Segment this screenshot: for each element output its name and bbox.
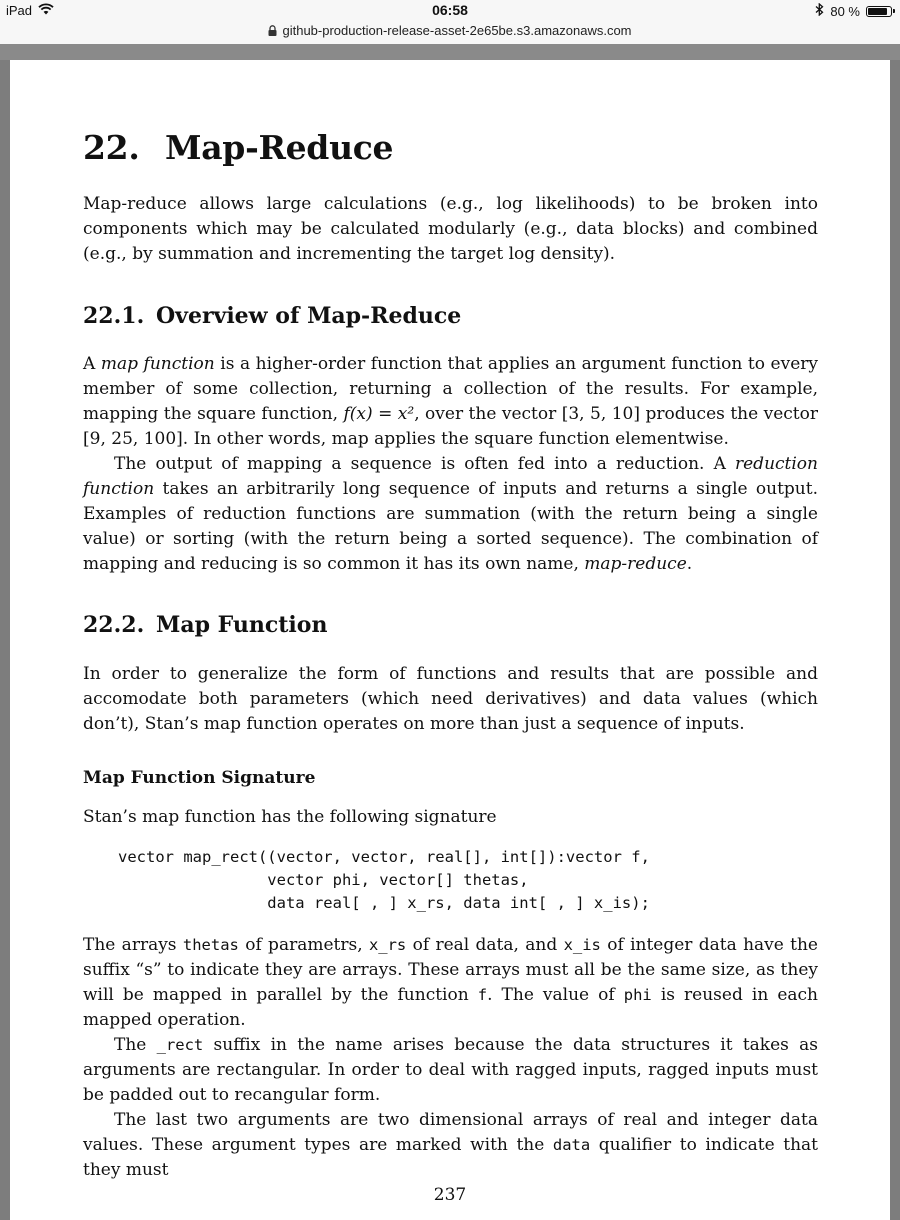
text-run: The output of mapping a sequence is often fed into a reduction. A <box>114 454 735 474</box>
map-function-paragraph <box>83 352 818 452</box>
code-phi: phi <box>623 986 652 1004</box>
code-f: f <box>477 986 488 1004</box>
pdf-page[interactable] <box>10 60 890 1220</box>
status-bar <box>0 0 900 20</box>
text-run: of real data, and <box>406 935 564 955</box>
battery-percent: 80 % <box>830 3 860 19</box>
math-square-function: f(x) = x² <box>343 404 415 424</box>
section-title: Map Function <box>156 612 328 638</box>
status-right <box>815 3 892 19</box>
subheading-signature: Map Function Signature <box>83 768 316 788</box>
text-run: . <box>686 554 693 574</box>
device-label: iPad <box>6 3 33 18</box>
signature-intro: Stan’s map function has the following signature <box>83 807 497 827</box>
page-number: 237 <box>433 1185 467 1205</box>
math-output-vector: [9, 25, 100] <box>83 429 183 449</box>
text-run: produces the vector <box>640 404 819 424</box>
data-qualifier-paragraph <box>83 1108 818 1183</box>
text-run: is reused in each mapped operation. <box>83 985 818 1030</box>
code-x-rs: x_rs <box>368 936 407 954</box>
code-thetas: thetas <box>182 936 239 954</box>
text-run: , over the vector <box>414 404 562 424</box>
bluetooth-icon <box>815 3 824 19</box>
code-block-signature: vector map_rect((vector, vector, real[], int[]):vector f, vector phi, vector[] thetas, data real[ , ] x_rs, data int[ , ] x_is); <box>118 848 650 912</box>
generalize-paragraph: In order to generalize the form of functions and results that are possible and accomodate both parameters (which need derivatives) and data values (which don’t), Stan’s map function operates on more than just a sequence of inputs. <box>83 664 818 734</box>
chapter-title: Map-Reduce <box>165 128 394 167</box>
intro-paragraph: Map-reduce allows large calculations (e.g., log likelihoods) to be broken into components which may be calculated modularly (e.g., data blocks) and combined (e.g., by summation and incrementing the target log density). <box>83 194 818 264</box>
section-heading-map-function <box>83 612 327 638</box>
text-run: of parametrs, <box>238 935 369 955</box>
term-reduction-function: reduction function <box>83 454 818 499</box>
battery-icon <box>866 6 892 17</box>
clock: 06:58 <box>432 2 468 18</box>
term-map-function: map function <box>100 354 215 374</box>
arrays-paragraph <box>83 933 818 1033</box>
section-title: Overview of Map-Reduce <box>156 303 462 329</box>
reduction-paragraph <box>83 452 818 577</box>
url-text[interactable]: github-production-release-asset-2e65be.s3.amazonaws.com <box>282 23 632 38</box>
code-rect: _rect <box>156 1036 204 1054</box>
text-run: of integer data have the suffix “s” to indicate they are arrays. These arrays must all be the same size, as they will be mapped in parallel by the function <box>83 935 818 1005</box>
text-run: A <box>83 354 101 374</box>
section-heading-overview <box>83 303 461 329</box>
text-run: takes an arbitrarily long sequence of inputs and returns a single output. Examples of reduction functions are summation (with the return being a single value) or sorting (with the return being a sorted sequence). The combination of mapping and reducing is so common it has its own name, <box>83 479 818 574</box>
viewer-background <box>0 44 900 60</box>
text-run: . The value of <box>487 985 624 1005</box>
section-number: 22.1. <box>83 303 145 329</box>
lock-icon <box>268 21 277 43</box>
address-bar[interactable] <box>0 20 900 44</box>
text-run: qualifier to indicate that they must <box>83 1135 818 1180</box>
code-x-is: x_is <box>563 936 601 954</box>
chapter-number: 22. <box>83 128 140 167</box>
battery-fill <box>868 8 887 15</box>
chapter-heading <box>83 128 393 167</box>
text-run: is a higher-order function that applies an argument function to every member of some collection, returning a collection of the results. For example, mapping the square function, <box>83 354 818 424</box>
text-run: The <box>114 1035 157 1055</box>
text-run: suffix in the name arises because the data structures it takes as arguments are rectangular. In order to deal with ragged inputs, ragged inputs must be padded out to recangular form. <box>83 1035 818 1105</box>
text-run: . In other words, map applies the square function elementwise. <box>182 429 729 449</box>
code-data: data <box>552 1136 591 1154</box>
rect-paragraph <box>83 1033 818 1108</box>
math-input-vector: [3, 5, 10] <box>561 404 640 424</box>
text-run: The last two arguments are two dimensional arrays of real and integer data values. These argument types are marked with the <box>83 1110 818 1155</box>
term-map-reduce: map-reduce <box>584 554 687 574</box>
section-number: 22.2. <box>83 612 145 638</box>
text-run: The arrays <box>83 935 183 955</box>
